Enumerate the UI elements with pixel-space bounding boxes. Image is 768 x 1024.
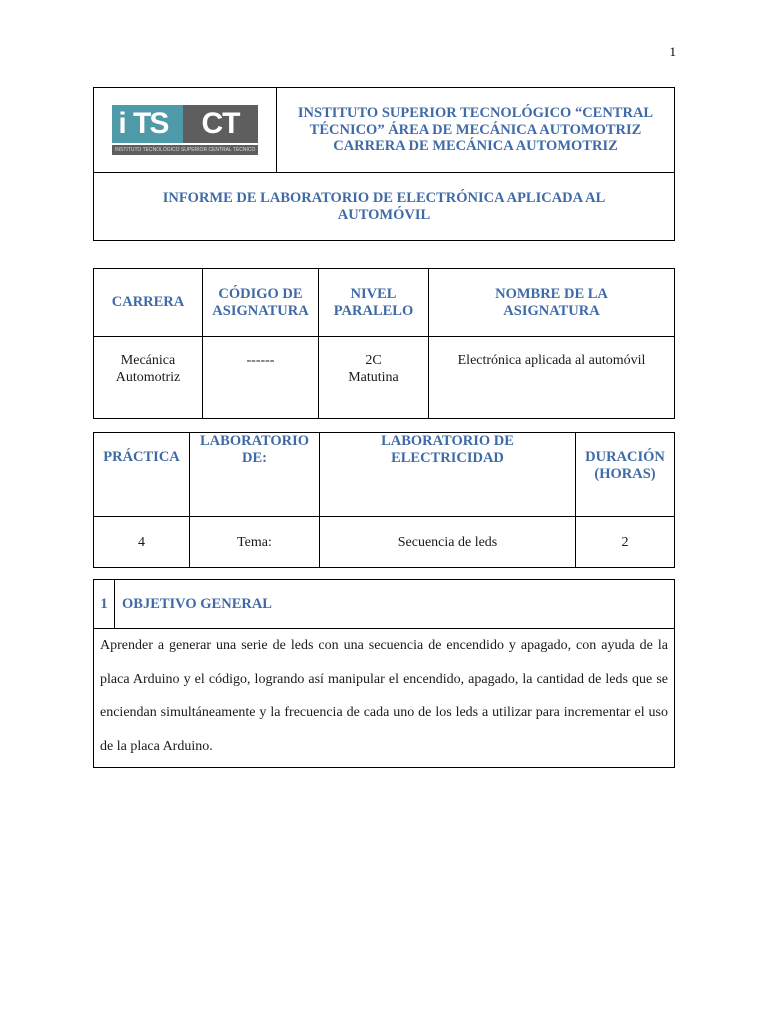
value-practica: 4 xyxy=(94,517,190,568)
header-codigo-asignatura: CÓDIGO DE ASIGNATURA xyxy=(203,269,319,337)
header-carrera: CARRERA xyxy=(94,269,203,337)
institution-line-3: CARRERA DE MECÁNICA AUTOMOTRIZ xyxy=(333,138,618,155)
value-nivel-line-1: 2C xyxy=(365,353,382,368)
value-nivel-line-2: Matutina xyxy=(348,370,399,385)
institution-name xyxy=(277,88,675,173)
logo-ts: TS xyxy=(132,105,183,143)
logo-subtitle: INSTITUTO TECNOLÓGICO SUPERIOR CENTRAL TÉCNICO xyxy=(112,145,258,155)
itsct-logo xyxy=(112,105,258,155)
header-laboratorio-electricidad: LABORATORIO DE ELECTRICIDAD xyxy=(320,433,576,517)
header-nivel-paralelo: NIVEL PARALELO xyxy=(319,269,429,337)
value-carrera-line-2: Automotriz xyxy=(115,370,181,385)
value-duracion: 2 xyxy=(576,517,675,568)
page-number: 1 xyxy=(669,44,676,59)
value-codigo: ------ xyxy=(203,337,319,419)
value-tema-label: Tema: xyxy=(190,517,320,568)
objective-title: OBJETIVO GENERAL xyxy=(115,580,675,629)
header-laboratorio-de: LABORATORIO DE: xyxy=(190,433,320,517)
value-tema: Secuencia de leds xyxy=(320,517,576,568)
objective-table xyxy=(93,579,675,768)
objective-body: Aprender a generar una serie de leds con una secuencia de encendido y apagado, con ayuda de la placa Arduino y el código, logrando así manipular el encendido, apagado, la cantidad de leds que se enciendan simultáneamente y la frecuencia de cada uno de los leds a utilizar para incrementar el uso de la placa Arduino. xyxy=(94,629,675,768)
institution-line-1: INSTITUTO SUPERIOR TECNOLÓGICO “CENTRAL xyxy=(297,105,654,122)
practice-table xyxy=(93,432,675,568)
value-nivel xyxy=(319,337,429,419)
value-carrera xyxy=(94,337,203,419)
header-duracion: DURACIÓN (HORAS) xyxy=(576,433,675,517)
report-title: INFORME DE LABORATORIO DE ELECTRÓNICA APLICADA AL AUTOMÓVIL xyxy=(94,173,675,241)
value-carrera-line-1: Mecánica xyxy=(120,353,176,368)
value-nombre: Electrónica aplicada al automóvil xyxy=(429,337,675,419)
logo-cell xyxy=(94,88,277,173)
logo-i: i xyxy=(112,105,132,143)
logo-ct: CT xyxy=(183,105,258,143)
header-practica: PRÁCTICA xyxy=(94,433,190,517)
career-table xyxy=(93,268,675,419)
institution-line-2: TÉCNICO” ÁREA DE MECÁNICA AUTOMOTRIZ xyxy=(309,121,642,138)
header-nombre-asignatura: NOMBRE DE LA ASIGNATURA xyxy=(429,269,675,337)
objective-number: 1 xyxy=(94,580,115,629)
header-table xyxy=(93,87,675,241)
